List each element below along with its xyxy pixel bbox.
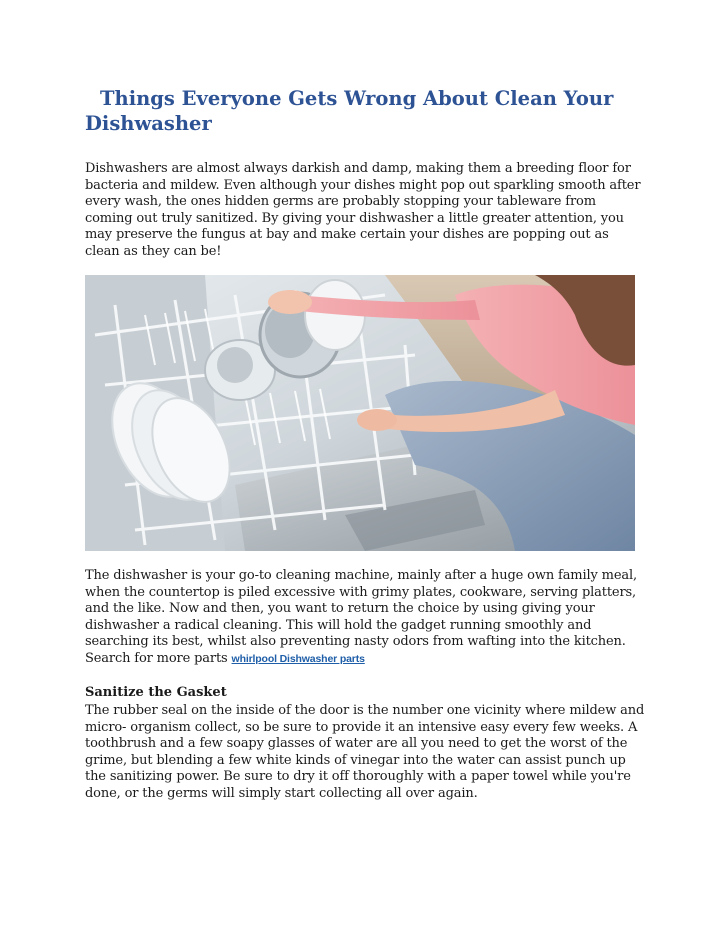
document-title (85, 86, 645, 136)
section-paragraph: The rubber seal on the inside of the door is the number one vicinity where mildew and micro- organism collect, so be sure to provide it an intensive easy every few weeks. A toothbrush and a few soapy glasses of water are all you need to get the worst of the grime, but blending a few white kinds of vinegar into the water can assist punch up the sanitizing power. Be sure to dry it off thoroughly with a paper towel while you're done, or the germs will simply start collecting all over again. (85, 703, 645, 801)
document-title-text: Things Everyone Gets Wrong About Clean Your Dishwasher (85, 87, 614, 135)
dishwasher-photo (85, 275, 635, 551)
intro-paragraph: Dishwashers are almost always darkish and damp, making them a breeding floor for bacteria and mildew. Even although your dishes might pop out sparkling smooth after every wash, the ones hidden germs are probably stopping your tableware from coming out truly sanitized. By giving your dishwasher a little greater attention, you may preserve the fungus at bay and make certain your dishes are popping out as clean as they can be! (85, 161, 641, 259)
body-paragraph (85, 568, 645, 667)
whirlpool-parts-link[interactable]: whirlpool Dishwasher parts (231, 652, 365, 665)
section-heading: Sanitize the Gasket (85, 685, 227, 700)
body-paragraph-text: The dishwasher is your go-to cleaning machine, mainly after a huge own family meal, when the countertop is piled excessive with grimy plates, cookware, serving platters, and the like. Now and then, you want to return the choice by using giving your dishwasher a radical cleaning. This will hold the gadget running smoothly and searching its best, whilst also preventing nasty odors from wafting into the kitchen. Search for more parts (85, 568, 637, 666)
